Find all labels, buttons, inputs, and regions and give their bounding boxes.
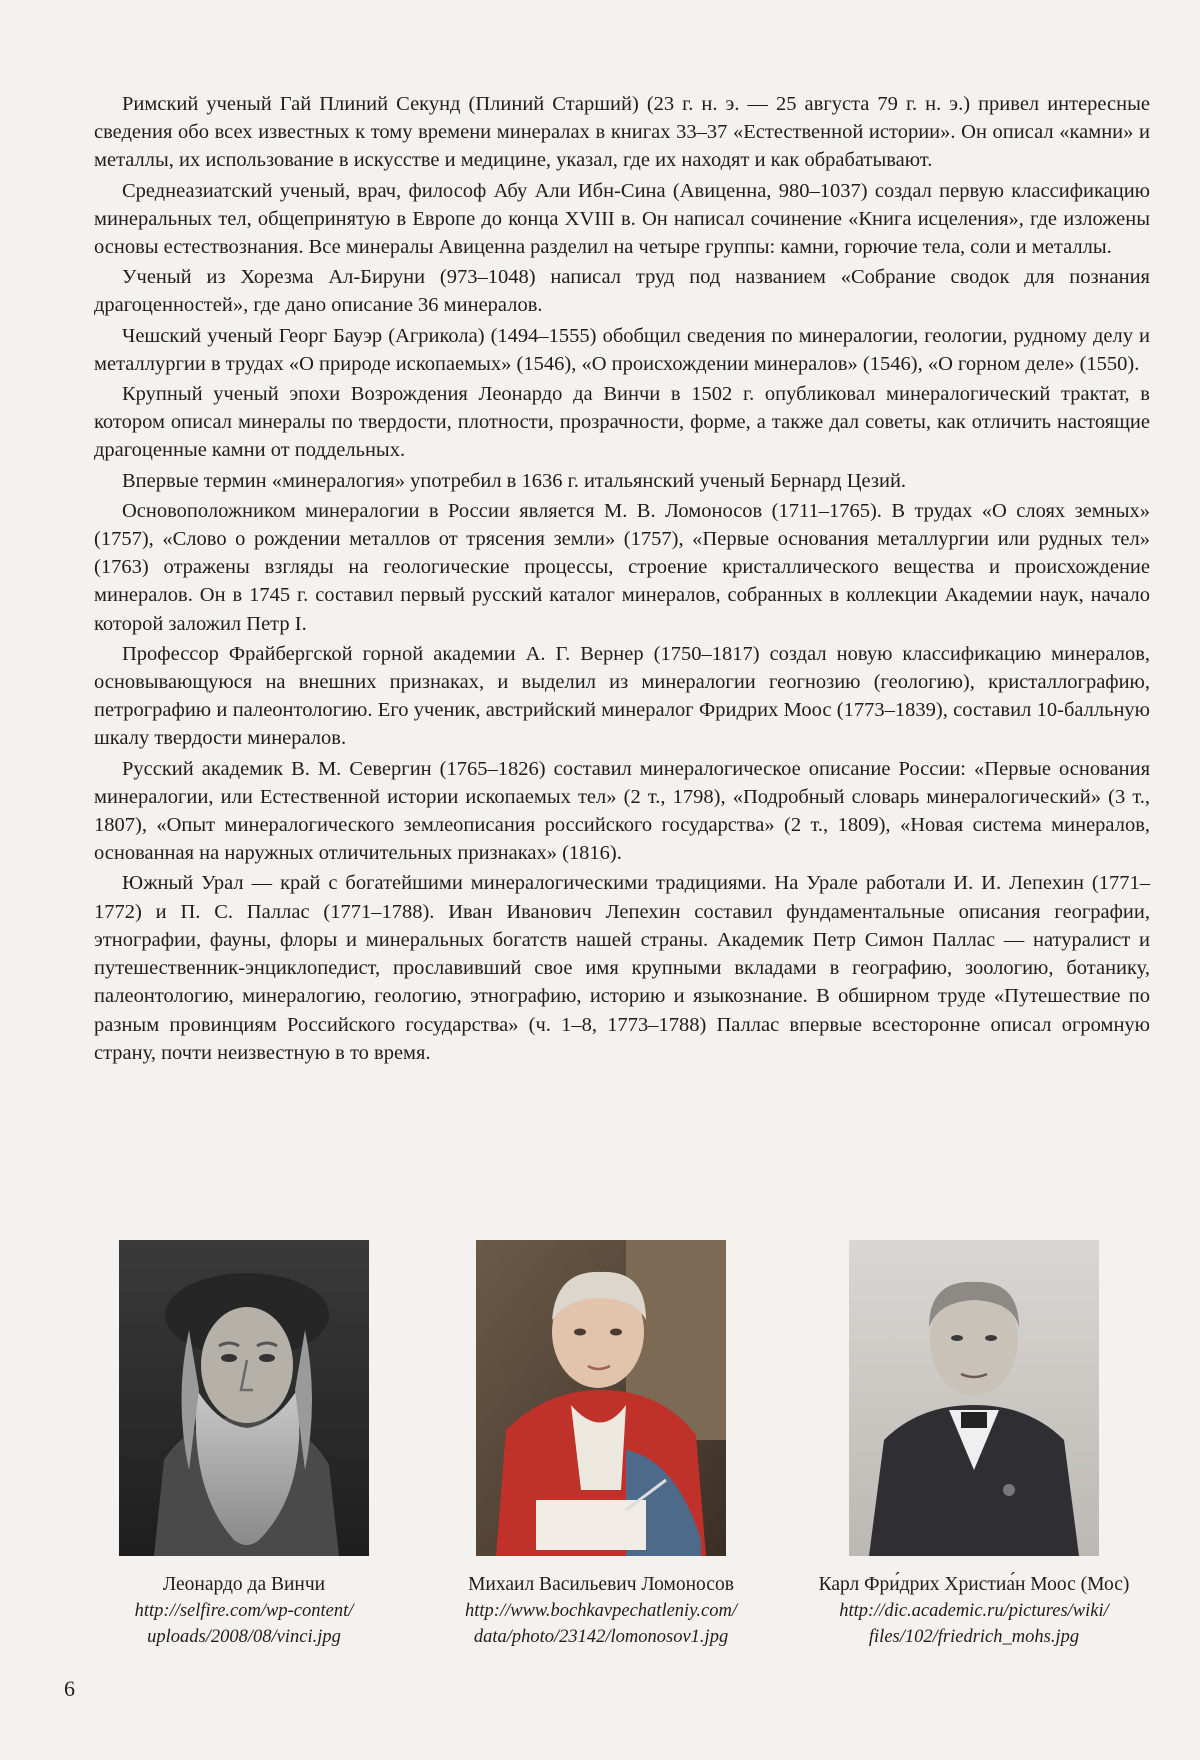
paragraph-ural: Южный Урал — край с богатейшими минералогическими традициями. На Урале работали И. И. Лепехин (1771–1772) и П. С. Паллас (1771–1788). Иван Иванович Лепехин составил фундаментальные описания географии, этнографии, фауны, флоры и минеральных богатств нашей страны. Академик Петр Симон Паллас — натуралист и путешественник-энциклопедист, прославивший свое имя крупными вкладами в географию, зоологию, ботанику, палеонтологию, минералогию, геологию, этнографию, историю и языкознание. В обширном труде «Путешествие по разным провинциям Российского государства» (ч. 1–8, 1773–1788) Паллас впервые всесторонне описал огромную страну, почти неизвестную в то время. — [94, 872, 1150, 1064]
caption-lomonosov-url-line1: http://www.bochkavpechatleniy.com/ — [465, 1601, 737, 1621]
portrait-mohs-image — [849, 1240, 1099, 1556]
caption-mohs-url-line1: http://dic.academic.ru/pictures/wiki/ — [839, 1601, 1109, 1621]
caption-mohs-name: Карл Фри́дрих Христиа́н Моос (Мос) — [818, 1574, 1130, 1595]
body-text — [94, 90, 1150, 1069]
portrait-leonardo-image — [119, 1240, 369, 1556]
caption-leonardo-url-line1: http://selfire.com/wp-content/ — [134, 1601, 354, 1621]
paragraph-leonardo: Крупный ученый эпохи Возрождения Леонардо да Винчи в 1502 г. опубликовал минералогический трактат, в котором описал минералы по твердости, плотности, прозрачности, форме, а также дал советы, как отличить настоящие драгоценные камни от поддельных. — [94, 383, 1150, 462]
caption-leonardo-url-line2: uploads/2008/08/vinci.jpg — [147, 1627, 341, 1647]
caption-lomonosov-name: Михаил Васильевич Ломоносов — [468, 1574, 734, 1595]
portrait-lomonosov-image — [471, 1240, 731, 1556]
caption-leonardo-name: Леонардо да Винчи — [162, 1574, 326, 1595]
paragraph-agricola: Чешский ученый Георг Бауэр (Агрикола) (1494–1555) обобщил сведения по минералогии, геологии, рудному делу и металлургии в трудах «О природе ископаемых» (1546), «О происхождении минералов» (1546), «О горном деле» (1550). — [94, 324, 1150, 375]
page-number: 6 — [64, 1676, 75, 1701]
paragraph-cesi: Впервые термин «минералогия» употребил в 1636 г. итальянский ученый Бернард Цезий. — [122, 469, 907, 492]
paragraph-severgin: Русский академик В. М. Севергин (1765–1826) составил минералогическое описание России: «Первые основания минералогии, или Естественной истории ископаемых тел» (2 т., 1798), «Подробный словарь минералогический» (3 т., 1807), «Опыт минералогического землеописания российского государства» (2 т., 1809), «Новая система минералов, основанная на наружных отличительных признаках» (1816). — [94, 757, 1150, 865]
paragraph-werner: Профессор Фрайбергской горной академии А. Г. Вернер (1750–1817) создал новую классификацию минералов, основывающуюся на внешних признаках, и выделил из минералогии геогнозию (геологию), кристаллографию, петрографию и палеонтологию. Его ученик, австрийский минералог Фридрих Моос (1773–1839), составил 10-балльную шкалу твердости минералов. — [94, 642, 1150, 750]
figure-mohs — [794, 1240, 1154, 1650]
caption-mohs-url-line2: files/102/friedrich_mohs.jpg — [868, 1627, 1080, 1647]
paragraph-avicenna: Среднеазиатский ученый, врач, философ Абу Али Ибн-Сина (Авиценна, 980–1037) создал первую классификацию минеральных тел, общепринятую в Европе до конца XVIII в. Он написал сочинение «Книга исцеления», где изложены основы естествознания. Все минералы Авиценна разделил на четыре группы: камни, горючие тела, соли и металлы. — [94, 179, 1150, 259]
portrait-row — [94, 1240, 1154, 1660]
figure-lomonosov — [441, 1240, 761, 1650]
paragraph-biruni: Ученый из Хорезма Ал-Бируни (973–1048) написал труд под названием «Собрание сводок для познания драгоценностей», где дано описание 36 минералов. — [94, 266, 1150, 317]
paragraph-lomonosov: Основоположником минералогии в России является М. В. Ломоносов (1711–1765). В трудах «О слоях земных» (1757), «Слово о рождении металлов от трясения земли» (1757), «Первые основания металлургии или рудных тел» (1763) отражены взгляды на геологические процессы, строение кристаллического вещества и происхождение минералов. Он в 1745 г. составил первый русский каталог минералов, собранных в коллекции Академии наук, начало которой заложил Петр I. — [94, 499, 1150, 635]
figure-leonardo — [94, 1240, 394, 1650]
paragraph-pliny: Римский ученый Гай Плиний Секунд (Плиний Старший) (23 г. н. э. — 25 августа 79 г. н. э.) привел интересные сведения обо всех известных к тому времени минералах в книгах 33–37 «Естественной истории». Он описал «камни» и металлы, их использование в искусстве и медицине, указал, где их находят и как обрабатывают. — [94, 93, 1150, 172]
caption-lomonosov-url-line2: data/photo/23142/lomonosov1.jpg — [473, 1627, 729, 1647]
